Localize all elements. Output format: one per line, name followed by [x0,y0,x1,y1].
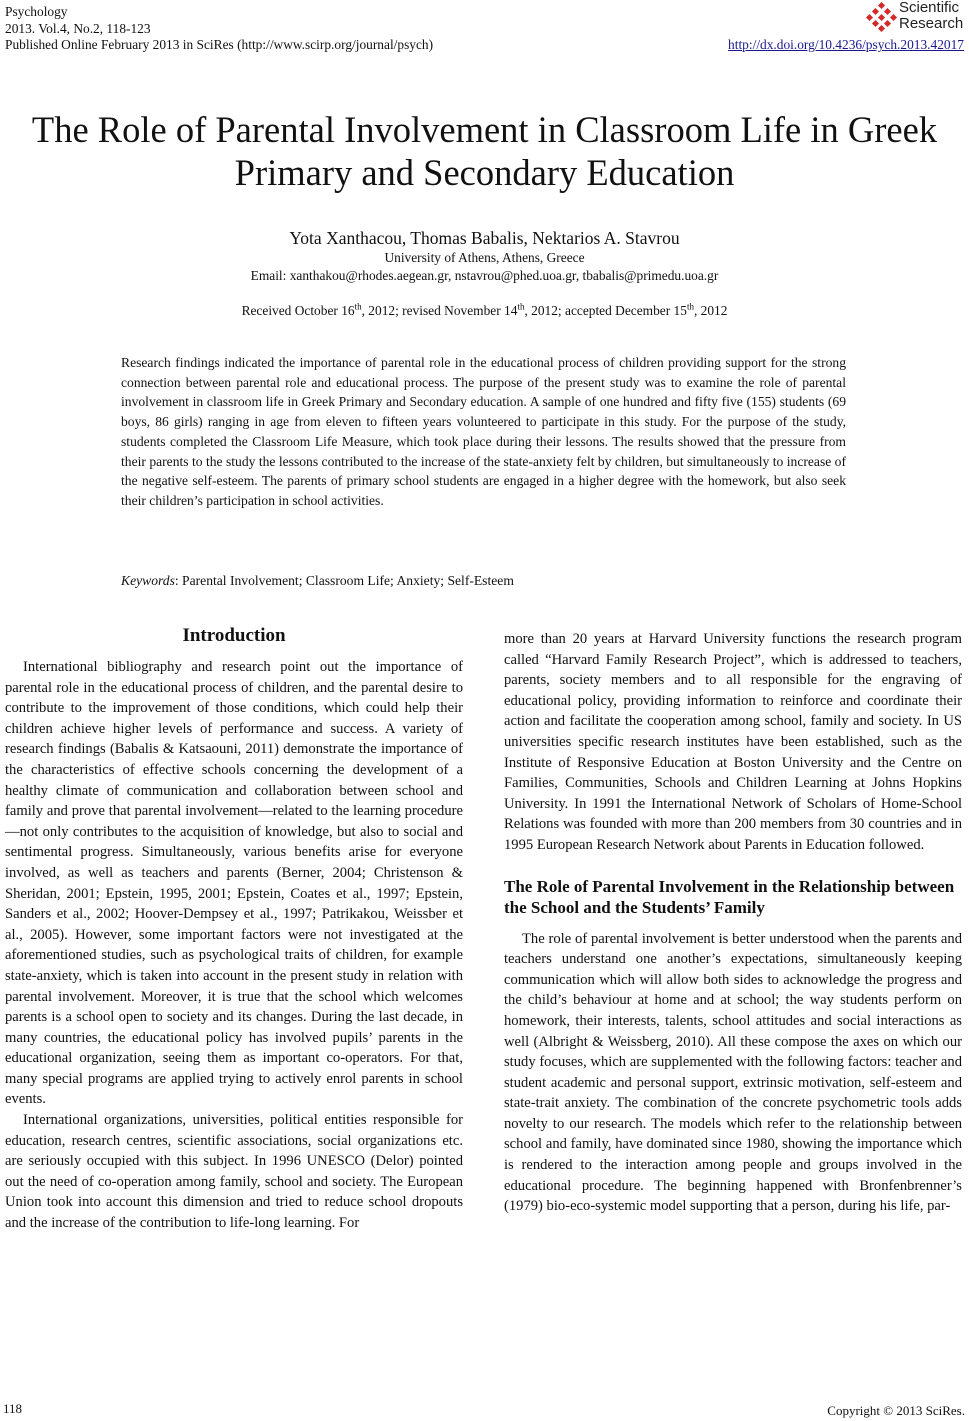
revised-sup: th [517,301,525,312]
received-text: Received October 16 [241,303,355,318]
year-text: , 2012 [693,303,728,318]
accepted-text: , 2012; accepted December 15 [524,303,687,318]
doi-link[interactable]: http://dx.doi.org/10.4236/psych.2013.42017 [728,37,964,52]
right-column [504,629,962,1217]
keywords-list: : Parental Involvement; Classroom Life; Anxiety; Self-Esteem [174,573,514,588]
logo-text [899,0,963,32]
left-column [5,657,463,1234]
keywords-label: Keywords [121,573,175,588]
accepted-sup: th [686,301,694,312]
paper-title: The Role of Parental Involvement in Classroom Life in Greek Primary and Secondary Education [31,109,938,193]
received-sup: th [354,301,362,312]
role-section-heading: The Role of Parental Involvement in the Relationship between the School and the Students’ Family [504,876,955,917]
journal-name: Psychology [5,4,68,19]
logo-line-1: Scientific [899,0,960,16]
scientific-research-logo [866,0,968,34]
received-dates [0,303,969,319]
logo-line-2: Research [899,15,964,32]
abstract: Research findings indicated the importance of parental role in the educational process of children providing support for the strong connection between parental role and educational process. The purpose of the present study was to examine the role of parental involvement in classroom life in Greek Primary and Secondary education. A sample of one hundred and fifty five (155) students (69 boys, 86 girls) ranging in age from eleven to fifteen years volunteered to participate in this study. For the purpose of the study, students completed the Classroom Life Measure, which took place during their lessons. The results showed that the pressure from their parents to the study the lessons contributed to the increase of the state-anxiety felt by children, but simultaneously to increase of the negative self-esteem. The parents of primary school students are engaged in a higher degree with the homework, but also seek their children’s participation in school activities. [121,355,846,508]
logo-diamond-icon [866,2,898,32]
keywords [121,573,846,589]
page-number: 118 [3,1401,23,1416]
journal-volume: 2013. Vol.4, No.2, 118-123 [5,20,151,36]
copyright: Copyright © 2013 SciRes. [827,1403,965,1418]
intro-paragraph-2: International organizations, universities, political entities responsible for education, research centres, scientific associations, social organizations etc. are seriously occupied with this subject. In 1996 UNESCO (Delor) pointed out the need of co-operation among family, school and society. The European Union took into account this dimension and tried to reduce school dropouts and the increase of the contribution to life-long learning. For [5,1112,463,1232]
author-emails: Email: xanthakou@rhodes.aegean.gr, nstavrou@phed.uoa.gr, tbabalis@primedu.uoa.gr [250,268,719,283]
revised-text: , 2012; revised November 14 [361,303,518,318]
authors: Yota Xanthacou, Thomas Babalis, Nektarios A. Stavrou [289,228,680,248]
intro-paragraph-1: International bibliography and research point out the importance of parental role in the educational process of children, and the parental desire to contribute to the improvement of those conditions, which could help their children achieve higher levels of performance and success. A variety of research findings (Babalis & Katsaouni, 2011) demonstrate the importance of the characteristics of effective schools concerning the development of a healthy climate of communication and collaboration between school and family and prove that parental involvement—related to the learning procedure—not only contributes to the acquisition of knowledge, but also to social and sentimental progress. Simultaneously, various benefits arise for everyone involved, as well as teachers and parents (Berner, 2004; Christenson & Sheridan, 2001; Epstein, 1995, 2001; Epstein, Coates et al., 1997; Epstein, Sanders et al., 2002; Hoover-Dempsey et al., 1997; Patrikakou, Weissber et al., 2005). However, some important factors were not investigated at the aforementioned studies, such as psychological traits of children, for example state-anxiety, which is taken into account in the present study in relation with parental involvement. Moreover, it is true that the school which welcomes parents is a school open to society and its changes. During the last decade, in many countries, the educational policy has involved pupils’ parents in the educational organization, seeing them as important co-operators. For that, many special programs are applied trying to actively enrol parents in school events. [5,659,463,1108]
role-paragraph-1: The role of parental involvement is better understood when the parents and teachers understand one another’s expectations, simultaneously keeping communication which will allow both sides to acknowledge the progress and the child’s behaviour at home and at school; the way students perform on homework, their interests, talents, school attitudes and social interactions as well (Albright & Weissberg, 2010). All these compose the axes on which our study focuses, which are supplemented with the following factors: teacher and student academic and personal support, extrinsic motivation, self-esteem and state-trait anxiety. The combination of the concrete psychometric tools adds novelty to our research. The models which refer to the relationship between school and family, have dominated since 1980, showing the importance which is rendered to the interaction among people and groups involved in the educational procedure. The beginning happened with Bronfenbrenner’s (1979) bio-eco-systemic model supporting that a person, during his life, par- [504,930,962,1215]
journal-header [5,4,433,54]
right-paragraph-1: more than 20 years at Harvard University functions the research program called “Harvard Family Research Project”, which is addressed to teachers, parents, society members and to all responsible for the engraving of educational policy, providing information to reinforce and coordinate their action and facilitate the cooperation among school, family and society. In US universities specific research institutes have been established, such as the Institute of Responsive Education at Boston University and the Centre on Families, Communities, Schools and Children Learning at Johns Hopkins University. In 1991 the International Network of Scholars of Home-School Relations was founded with more than 200 members from 30 countries and in 1995 European Research Network about Parents in Education followed. [504,631,962,853]
publication-info: Published Online February 2013 in SciRes (http://www.scirp.org/journal/psych) [5,37,434,53]
introduction-heading: Introduction [182,625,286,646]
affiliation: University of Athens, Athens, Greece [384,250,585,265]
